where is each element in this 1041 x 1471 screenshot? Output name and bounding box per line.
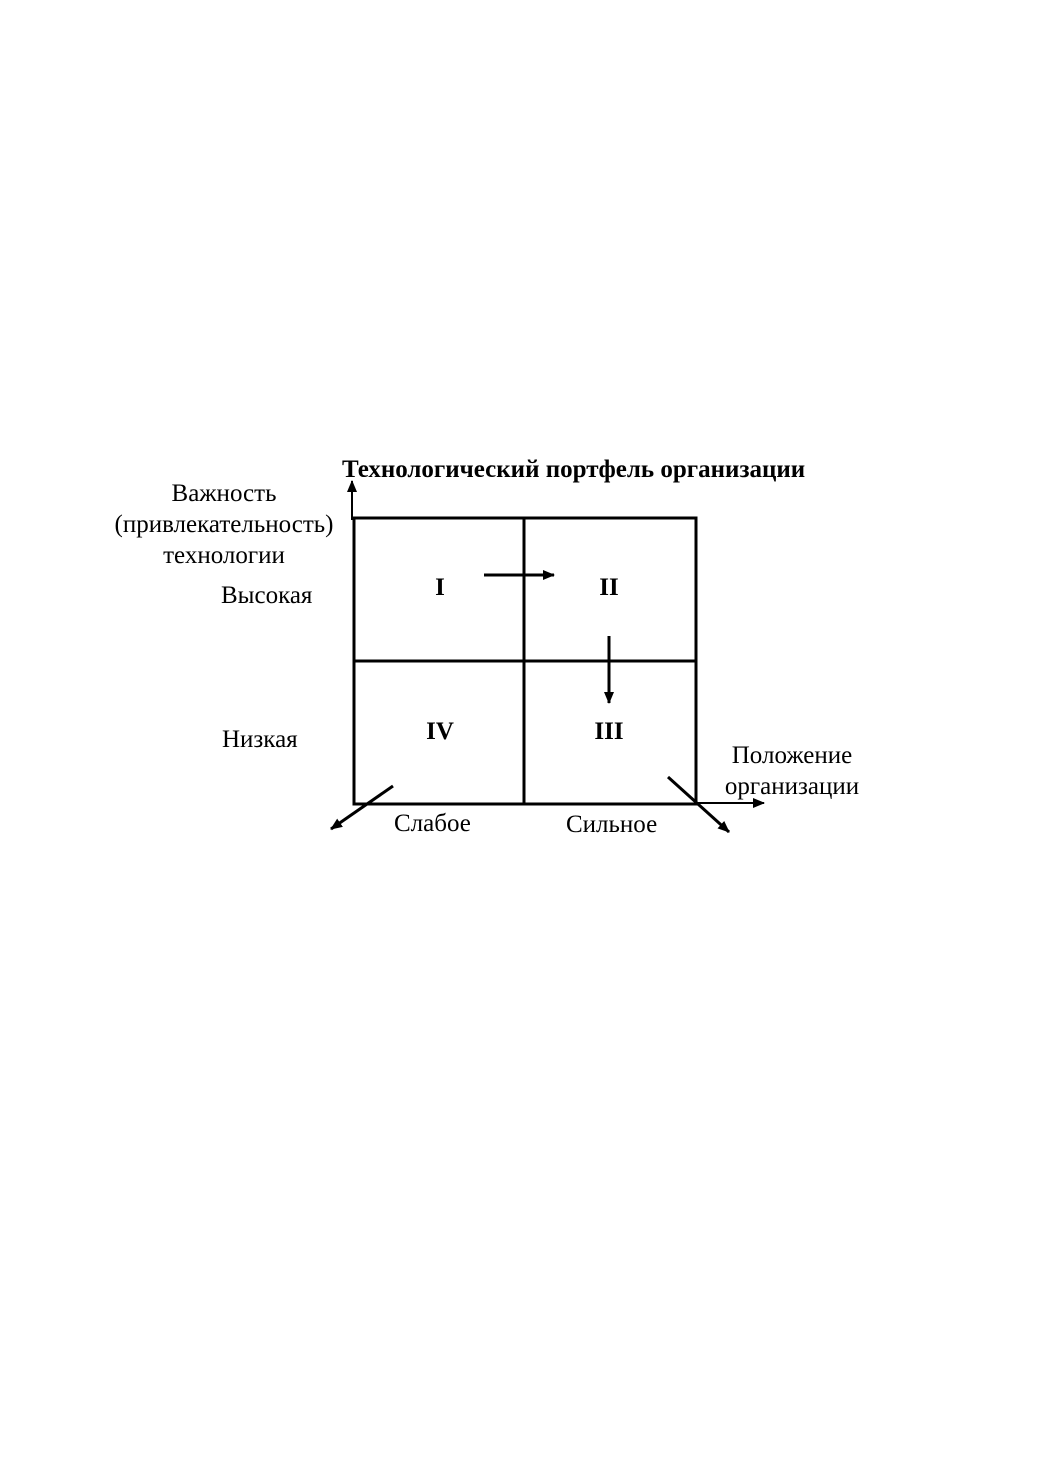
position-strong-label: Сильное (566, 811, 658, 838)
diagram-title: Технологический портфель организации (342, 456, 806, 483)
y-axis-label-line: Важность (171, 480, 277, 507)
x-axis-label-line: организации (724, 773, 860, 800)
y-axis-label (104, 478, 344, 571)
x-axis-label-line: Положение (731, 742, 853, 769)
level-low-label: Низкая (222, 726, 298, 753)
arrow-exit-weak (331, 786, 393, 829)
y-axis-label-line: (привлекательность) (114, 511, 334, 538)
quadrant-i-label: I (435, 574, 445, 601)
x-axis-label (712, 740, 872, 802)
position-weak-label: Слабое (394, 810, 471, 837)
quadrant-ii-label: II (599, 574, 619, 601)
y-axis-label-line: технологии (163, 542, 285, 569)
quadrant-iii-label: III (594, 718, 624, 745)
quadrant-iv-label: IV (426, 718, 454, 745)
level-high-label: Высокая (221, 582, 313, 609)
